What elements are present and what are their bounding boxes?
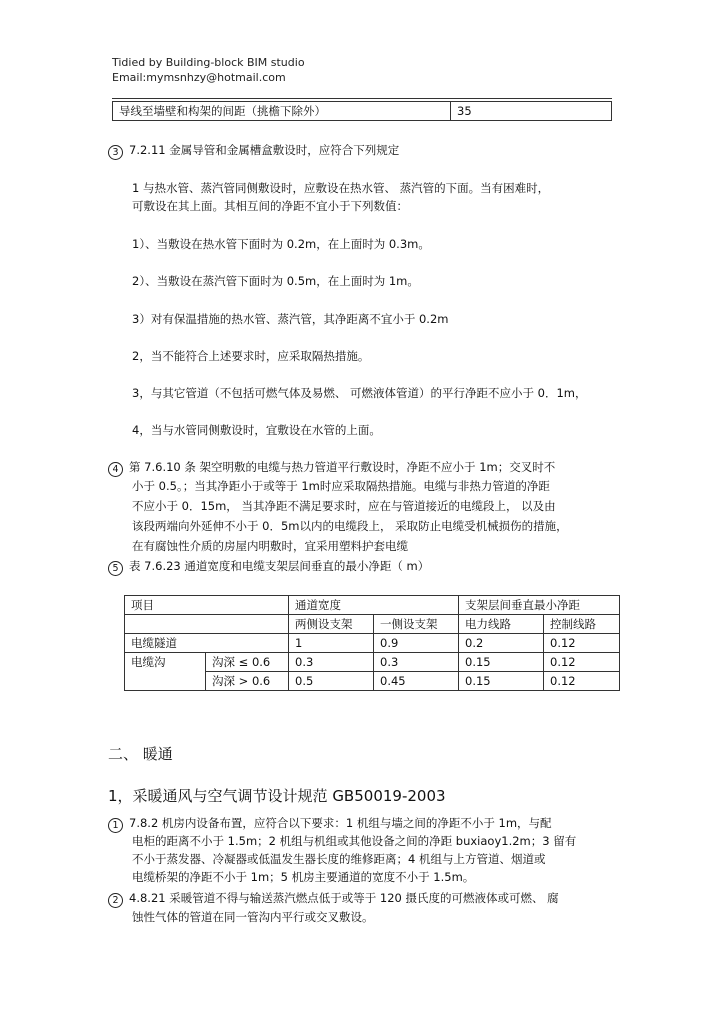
table-header-cell: 一侧设支架 [374,615,459,634]
circled-number: 1 [108,818,123,833]
table-header-cell: 项目 [125,596,289,615]
table-cell: 35 [451,102,612,121]
table-cell: 电缆沟 [125,653,206,691]
header-rule [112,98,612,99]
table-cell: 电缆隧道 [125,634,289,653]
paragraph: 1）、当敷设在热水管下面时为 0.2m，在上面时为 0.3m。 [132,237,430,251]
clause-line: 该段两端向外延伸不小于 0．5m以内的电缆段上， 采取防止电缆受机械损伤的措施， [132,519,568,533]
clause-line: 电缆桥架的净距不小于 1m；5 机房主要通道的宽度不小于 1.5m。 [132,870,475,884]
clearance-table [124,595,620,691]
table-cell: 沟深 ≤ 0.6 [206,653,289,672]
table-header-cell: 支架层间垂直最小净距 [459,596,620,615]
clause-line: 不应小于 0．15m， 当其净距不满足要求时，应在与管道接近的电缆段上， 以及由 [132,499,556,513]
table-cell: 0.15 [459,672,544,691]
paragraph: 1 与热水管、蒸汽管同侧敷设时，应敷设在热水管、 蒸汽管的下面。当有困难时， [132,181,550,195]
header-email: Email:mymsnhzy@hotmail.com [112,71,286,84]
table-header-cell: 两侧设支架 [289,615,374,634]
table-cell: 0.3 [289,653,374,672]
table-7-6-23-caption [108,558,429,576]
paragraph: 2）、当敷设在蒸汽管下面时为 0.5m，在上面时为 1m。 [132,274,419,288]
clearance-table-fragment [112,101,612,121]
table-row [113,102,612,121]
table-row [125,615,620,634]
table-cell: 0.12 [544,653,620,672]
clause-line: 在有腐蚀性介质的房屋内明敷时，宜采用塑料护套电缆 [132,539,408,553]
paragraph: 2，当不能符合上述要求时，应采取隔热措施。 [132,349,370,363]
clause-4-8-21 [108,890,559,908]
clause-title: 7.2.11 金属导管和金属槽盒敷设时，应符合下列规定 [129,143,400,157]
table-header-cell: 控制线路 [544,615,620,634]
standard-heading: 1，采暖通风与空气调节设计规范 GB50019-2003 [108,787,446,805]
table-cell: 0.9 [374,634,459,653]
table-row [125,634,620,653]
table-cell: 0.45 [374,672,459,691]
table-cell: 0.2 [459,634,544,653]
section-heading: 二、 暖通 [108,745,173,763]
table-cell: 0.5 [289,672,374,691]
table-cell: 0.12 [544,672,620,691]
circled-number: 5 [108,561,123,576]
table-cell: 导线至墙壁和构架的间距（挑檐下除外） [113,102,451,121]
clause-line: 4.8.21 采暖管道不得与输送蒸汽燃点低于或等于 120 摄氏度的可燃液体或可燃、 腐 [129,891,559,905]
paragraph: 可敷设在其上面。其相互间的净距不宜小于下列数值： [132,199,408,213]
circled-number: 2 [108,893,123,908]
table-cell: 1 [289,634,374,653]
header-credit: Tidied by Building-block BIM studio [112,56,305,69]
clause-line: 蚀性气体的管道在同一管沟内平行或交叉敷设。 [132,910,374,924]
table-cell: 0.3 [374,653,459,672]
clause-line: 小于 0.5。；当其净距小于或等于 1m时应采取隔热措施。电缆与非热力管道的净距 [132,479,550,493]
table-cell [125,615,289,634]
caption-text: 表 7.6.23 通道宽度和电缆支架层间垂直的最小净距（ m） [129,559,430,573]
table-row [125,596,620,615]
clause-7-2-11 [108,142,399,160]
clause-7-6-10 [108,459,555,477]
table-row [125,653,620,672]
circled-number: 3 [108,145,123,160]
table-cell: 沟深 > 0.6 [206,672,289,691]
table-header-cell: 通道宽度 [289,596,459,615]
table-cell: 0.15 [459,653,544,672]
paragraph: 3）对有保温措施的热水管、蒸汽管，其净距离不宜小于 0.2m [132,312,449,326]
clause-line: 电柜的距离不小于 1.5m；2 机组与机组或其他设备之间的净距 buxiaoy1.2m；3 留有 [132,834,577,848]
clause-line: 第 7.6.10 条 架空明敷的电缆与热力管道平行敷设时，净距不应小于 1m；交叉时不 [129,460,556,474]
paragraph: 4，当与水管同侧敷设时，宜敷设在水管的上面。 [132,423,381,437]
paragraph: 3，与其它管道（不包括可燃气体及易燃、 可燃液体管道）的平行净距不应小于 0．1m， [132,386,587,400]
clause-7-8-2 [108,815,552,833]
clause-line: 不小于蒸发器、冷凝器或低温发生器长度的维修距离；4 机组与上方管道、烟道或 [132,852,546,866]
table-header-cell: 电力线路 [459,615,544,634]
table-cell: 0.12 [544,634,620,653]
clause-line: 7.8.2 机房内设备布置，应符合以下要求：1 机组与墙之间的净距不小于 1m，与配 [129,816,552,830]
circled-number: 4 [108,462,123,477]
